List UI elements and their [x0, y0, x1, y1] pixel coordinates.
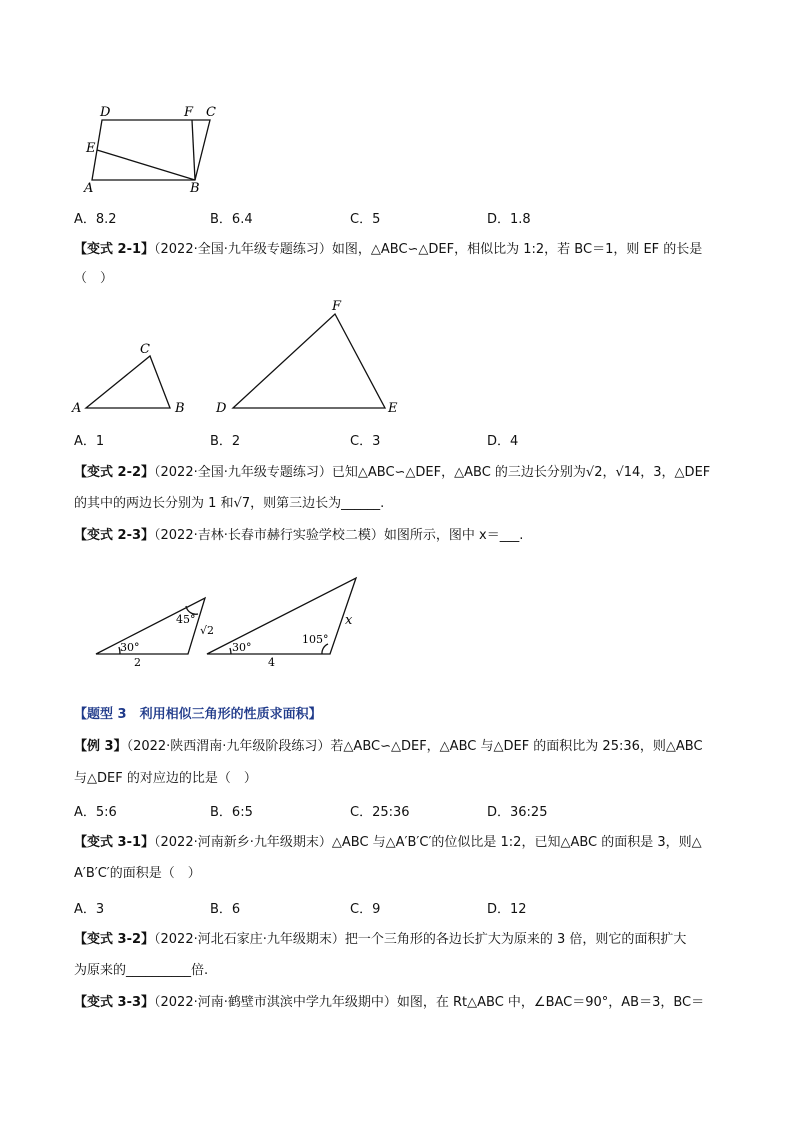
- v31-option-a[interactable]: A．3: [74, 902, 105, 917]
- v31-text1: （2022·河南新乡·九年级期末）△ABC 与△A′B′C′的位似比是 1:2，已知△ABC 的面积是 3，则△: [154, 835, 702, 850]
- figure-similar-triangles: [70, 298, 410, 423]
- v22-tag: 【变式 2-2】: [74, 465, 155, 480]
- v31-line1: [74, 834, 702, 852]
- v32-line1: [74, 931, 686, 949]
- fig3-t1-angle45: 45°: [176, 613, 196, 626]
- v32-text1: （2022·河北石家庄·九年级期末）把一个三角形的各边长扩大为原来的 3 倍，则它的面积扩大: [154, 932, 687, 947]
- v23-tag: 【变式 2-3】: [74, 528, 155, 543]
- q1-option-b[interactable]: B．6.4: [210, 212, 253, 227]
- ex3-option-d[interactable]: D．36:25: [487, 805, 548, 820]
- fig2-label-e: E: [388, 401, 398, 416]
- v33-tag: 【变式 3-3】: [74, 995, 155, 1010]
- ex3-option-a[interactable]: A．5:6: [74, 805, 117, 820]
- v31-line2: A′B′C′的面积是（ ）: [74, 866, 201, 881]
- ex3-line2: 与△DEF 的对应边的比是（ ）: [74, 771, 257, 786]
- v31-options: [74, 898, 694, 916]
- v31-option-d[interactable]: D．12: [487, 902, 527, 917]
- v21-option-a[interactable]: A．1: [74, 434, 105, 449]
- v22-text1: （2022·全国·九年级专题练习）已知△ABC∽△DEF，△ABC 的三边长分别为√2，√14，3，△DEF: [154, 465, 711, 480]
- q1-option-c[interactable]: C．5: [350, 212, 381, 227]
- v21-option-b[interactable]: B．2: [210, 434, 241, 449]
- ex3-line1: [74, 738, 703, 756]
- v33-text1: （2022·河南·鹤壁市淇滨中学九年级期中）如图，在 Rt△ABC 中，∠BAC＝90°，AB＝3，BC＝: [154, 995, 705, 1010]
- fig1-label-f: F: [184, 105, 194, 120]
- fig1-label-e: E: [86, 141, 96, 156]
- fig2-label-d: D: [216, 401, 227, 416]
- q1-options: [74, 208, 694, 226]
- ex3-tag: 【例 3】: [74, 739, 127, 754]
- v21-text1: （2022·全国·九年级专题练习）如图，△ABC∽△DEF，相似比为 1:2，若 BC＝1，则 EF 的长是: [154, 242, 703, 257]
- ex3-option-c[interactable]: C．25:36: [350, 805, 410, 820]
- v21-option-d[interactable]: D．4: [487, 434, 519, 449]
- q1-option-a[interactable]: A．8.2: [74, 212, 117, 227]
- fig1-label-a: A: [84, 181, 94, 195]
- fig2-label-a: A: [72, 401, 82, 416]
- fig1-label-d: D: [100, 105, 111, 120]
- fig3-t1-base2: 2: [134, 656, 141, 669]
- fig2-label-c: C: [140, 342, 150, 357]
- v23-line1: [74, 527, 523, 545]
- v21-options: [74, 430, 694, 448]
- v33-line1: [74, 994, 704, 1012]
- v32-tag: 【变式 3-2】: [74, 932, 155, 947]
- fig3-t1-angle30: 30°: [120, 641, 140, 654]
- v31-option-c[interactable]: C．9: [350, 902, 381, 917]
- v22-line1: [74, 464, 710, 482]
- fig1-label-b: B: [190, 181, 200, 195]
- v31-tag: 【变式 3-1】: [74, 835, 155, 850]
- fig3-t1-side-sqrt2: √2: [200, 624, 215, 637]
- v21-line1: [74, 241, 702, 259]
- v22-line2: 的其中的两边长分别为 1 和√7，则第三边长为______.: [74, 496, 385, 511]
- ex3-options: [74, 801, 694, 819]
- v31-option-b[interactable]: B．6: [210, 902, 241, 917]
- fig3-t2-side-x: x: [345, 613, 353, 628]
- fig3-t2-base4: 4: [268, 656, 275, 669]
- ex3-option-b[interactable]: B．6:5: [210, 805, 253, 820]
- fig3-t2-angle105: 105°: [302, 633, 329, 646]
- fig3-t2-angle30: 30°: [232, 641, 252, 654]
- v21-option-c[interactable]: C．3: [350, 434, 381, 449]
- fig1-label-c: C: [206, 105, 216, 120]
- figure-trapezoid: [80, 100, 230, 195]
- figure-angle-triangles: [90, 572, 370, 672]
- v21-line2: （ ）: [74, 271, 114, 286]
- v23-text1: （2022·吉林·长春市赫行实验学校二模）如图所示，图中 x＝___.: [154, 528, 524, 543]
- v32-line2: 为原来的__________倍.: [74, 963, 209, 978]
- section3-title: 【题型 3 利用相似三角形的性质求面积】: [74, 707, 322, 722]
- ex3-text1: （2022·陕西渭南·九年级阶段练习）若△ABC∽△DEF，△ABC 与△DEF 的面积比为 25:36，则△ABC: [126, 739, 703, 754]
- fig2-label-b: B: [175, 401, 185, 416]
- v21-tag: 【变式 2-1】: [74, 242, 155, 257]
- q1-option-d[interactable]: D．1.8: [487, 212, 531, 227]
- fig2-label-f: F: [332, 299, 342, 314]
